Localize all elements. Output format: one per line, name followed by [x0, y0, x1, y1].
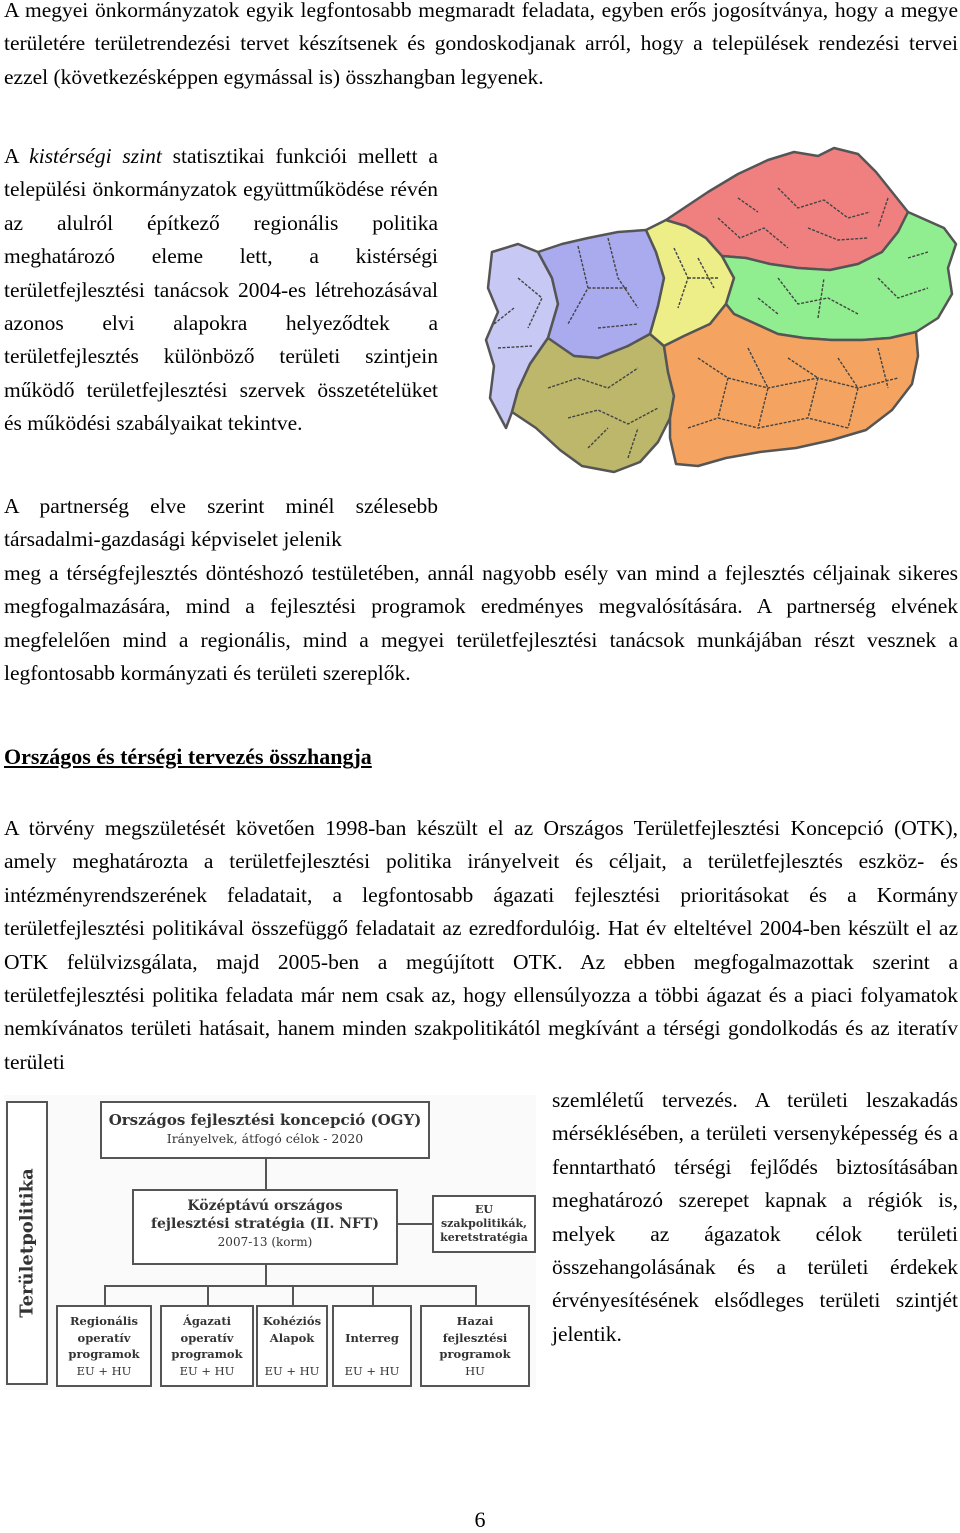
op-box-agazati: [160, 1305, 254, 1387]
connector-op4: [372, 1285, 374, 1305]
op2-l1: Ágazati: [182, 1314, 232, 1328]
p2-post: statisztikai funkciói mellett a települési önkormányzatok együttműködése révén az alulról építkező regionális politika meghatározó eleme lett, a kistérségi területfejlesztési tanácsok 2004-es létrehozásával azonos elvi alapokra helyeződtek a területfejlesztés különböző területi szintjein működő területfejlesztési szervek összetételüket és működési szabályaikat tekintve.: [4, 144, 438, 436]
op-box-hazai: [420, 1305, 530, 1387]
op5-l2: fejlesztési: [442, 1330, 508, 1345]
paragraph-kistersegi: [4, 140, 438, 441]
paragraph-megyei: A megyei önkormányzatok egyik legfontosabb megmaradt feladata, egyben erős jogosítványa, hogy a megye területére területrendezési tervet készítsenek és gondoskodjanak arról, hogy a települések rendezési tervei ezzel (következésképpen egymással is) összhangban legyenek.: [4, 0, 958, 89]
op-box-kohezios: [256, 1305, 328, 1387]
op3-l4: EU + HU: [264, 1363, 320, 1378]
teruletpolitika-bar: [6, 1101, 48, 1385]
page-number: 6: [474, 1507, 486, 1532]
connector-op1: [104, 1285, 106, 1305]
eu-line2: szakpolitikák,: [440, 1217, 528, 1230]
op2-l4: EU + HU: [179, 1363, 235, 1378]
nft-title: [134, 1197, 396, 1233]
p2-pre: A: [4, 144, 30, 168]
connector-ogy-nft: [265, 1159, 267, 1189]
ogy-box: [100, 1101, 430, 1159]
connector-horizontal: [104, 1285, 476, 1287]
section-heading: Országos és térségi tervezés összhangja: [4, 744, 372, 769]
connector-nft-eu: [398, 1223, 432, 1225]
op1-l4: EU + HU: [76, 1363, 132, 1378]
op2-l3: programok: [171, 1347, 243, 1361]
op5-l3: programok: [439, 1347, 511, 1361]
connector-op3: [292, 1285, 294, 1305]
paragraph-partnerseg-start: A partnerség elve szerint minél szélesebb társadalmi-gazdasági képviselet jelenik: [4, 494, 438, 552]
op5-l1: Hazai: [456, 1314, 494, 1328]
op-box-regionalis: [56, 1305, 152, 1387]
term-kistersegi-szint: kistérségi szint: [29, 144, 162, 168]
teruletpolitika-label: Területpolitika: [16, 1168, 38, 1318]
op3-l2: Alapok: [269, 1330, 315, 1345]
nft-box: [132, 1189, 398, 1265]
ogy-title: Országos fejlesztési koncepció (OGY): [108, 1111, 422, 1129]
op1-l2: operatív: [77, 1330, 131, 1345]
paragraph-regiok: szemléletű tervezés. A területi leszakadás mérséklésében, a területi versenyképesség és a fenntartható térségi fejlődés biztosításában meghatározó szerepet kapnak a régiók is, melyek az ágazatok célok területi összehangolásának és a területi érdekek érvényesítésének elsődleges területi szintjét jelentik.: [552, 1088, 958, 1346]
nft-subtitle: 2007-13 (korm): [217, 1235, 313, 1249]
op1-l1: Regionális: [70, 1314, 138, 1328]
hungary-regions-map: [478, 128, 960, 512]
planning-hierarchy-diagram: [4, 1095, 536, 1390]
op4-l1: Interreg: [345, 1330, 399, 1345]
nft-title-line2: fejlesztési stratégia (II. NFT): [151, 1216, 379, 1232]
op1-l3: programok: [68, 1347, 140, 1361]
ogy-subtitle: Irányelvek, átfogó célok - 2020: [166, 1131, 364, 1146]
op3-l1: Kohéziós: [262, 1314, 322, 1328]
eu-line3: keretstratégia: [440, 1231, 528, 1244]
connector-nft-down: [265, 1265, 267, 1285]
eu-box: [432, 1195, 536, 1253]
op5-l4: HU: [465, 1363, 485, 1378]
connector-op5: [475, 1285, 477, 1305]
op4-l4: EU + HU: [344, 1363, 400, 1378]
eu-line1: EU: [475, 1203, 493, 1216]
paragraph-partnerseg-cont: meg a térségfejlesztés döntéshozó testületében, annál nagyobb esély van mind a fejlesztés céljainak sikeres megfogalmazására, mind a fejlesztési programok eredményes megvalósítására. A partnerség elvének megfelelően mind a regionális, mind a megyei területfejlesztési tanácsok munkájában részt vesznek a legfontosabb kormányzati és területi szereplők.: [4, 561, 958, 686]
op-box-interreg: [332, 1305, 412, 1387]
connector-op2: [207, 1285, 209, 1305]
paragraph-otk: A törvény megszületését követően 1998-ban készült el az Országos Területfejlesztési Koncepció (OTK), amely meghatározta a területfejlesztési politika irányelveit és céljait, a területfejlesztés eszköz- és intézményrendszerének feladatait, a legfontosabb ágazati fejlesztési prioritásokat és a Kormány területfejlesztési politikával összefüggő feladatait az ezredfordulóig. Hat év elteltével 2004-ben készült el az OTK felülvizsgálata, majd 2005-ben a megújított OTK. Az ebben megfogalmazottak szerint a területfejlesztési politika feladata már nem csak az, hogy ellensúlyozza a többi ágazat és a piaci folyamatok nemkívánatos területi hatásait, hanem minden szakpolitikától megkívánt a térségi gondolkodás és az iteratív területi: [4, 816, 958, 1074]
nft-title-line1: Középtávú országos: [187, 1198, 343, 1214]
op2-l2: operatív: [180, 1330, 234, 1345]
